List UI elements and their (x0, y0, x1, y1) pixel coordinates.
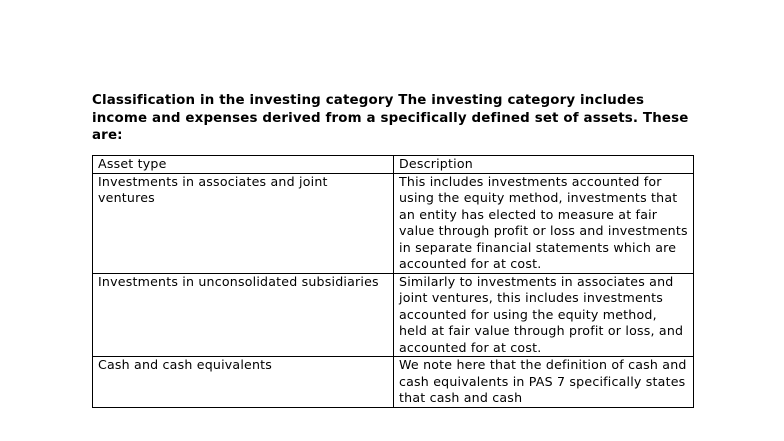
asset-type-cell: Investments in associates and joint ventures (93, 173, 394, 273)
asset-type-cell: Cash and cash equivalents (93, 357, 394, 408)
header-description: Description (394, 156, 694, 174)
description-cell: Similarly to investments in associates and joint ventures, this includes investments accounted for using the equity method, held at fair value through profit or loss, and accounted for at cost. (394, 273, 694, 357)
table-row (93, 357, 694, 408)
table-row (93, 173, 694, 273)
table-header-row (93, 156, 694, 174)
asset-type-cell: Investments in unconsolidated subsidiaries (93, 273, 394, 357)
asset-classification-table (92, 155, 694, 408)
table-row (93, 273, 694, 357)
description-cell: This includes investments accounted for using the equity method, investments that an entity has elected to measure at fair value through profit or loss and investments in separate financial statements which are accounted for at cost. (394, 173, 694, 273)
intro-heading: Classification in the investing category The investing category includes income and expenses derived from a specifically defined set of assets. These are: (92, 93, 689, 143)
header-asset-type: Asset type (93, 156, 394, 174)
description-cell: We note here that the definition of cash and cash equivalents in PAS 7 specifically states that cash and cash (394, 357, 694, 408)
